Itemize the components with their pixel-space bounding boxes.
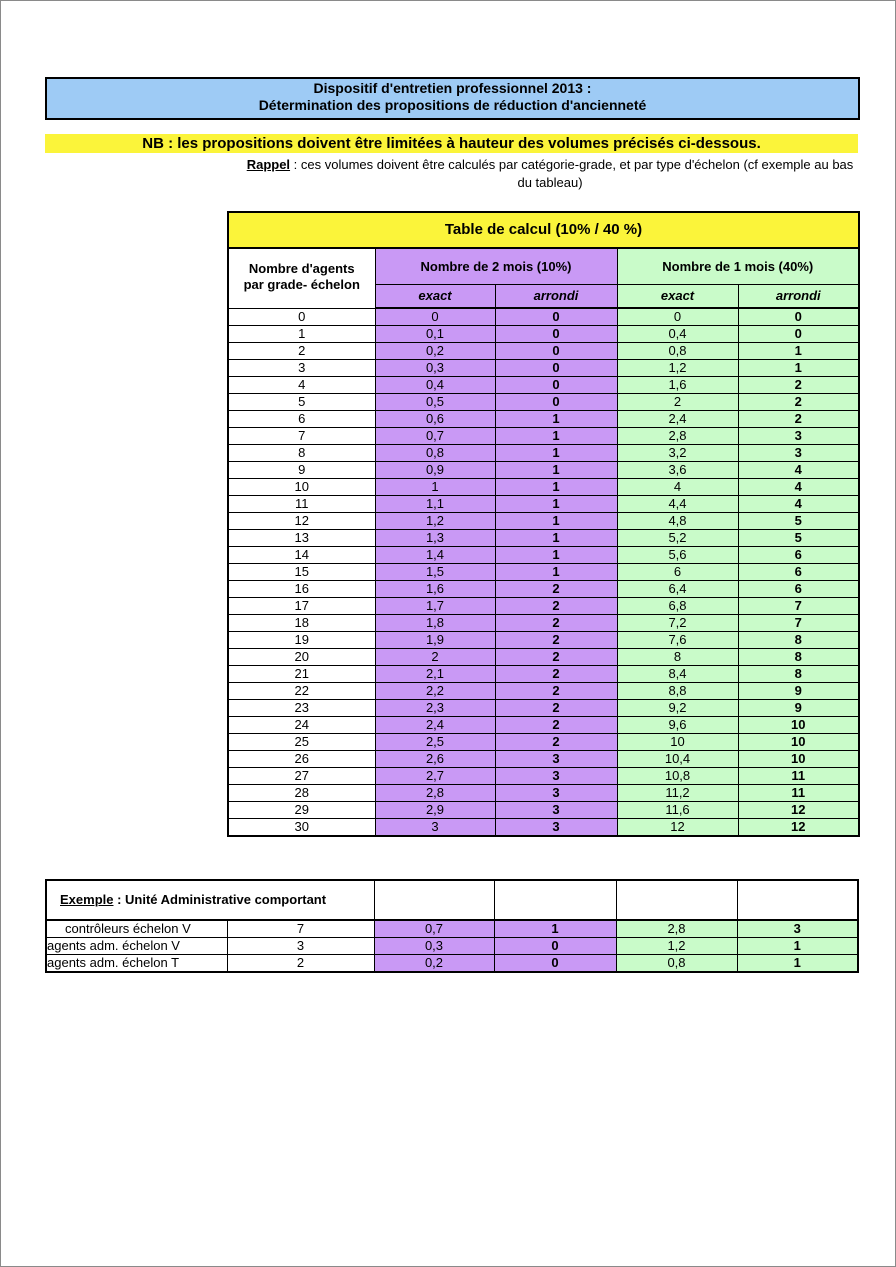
table-row	[228, 700, 859, 717]
one-month-arrondi-cell: 2	[738, 394, 859, 411]
agents-count-cell: 6	[228, 411, 375, 428]
example-one-month-arrondi-cell: 3	[737, 920, 858, 938]
table-row	[228, 683, 859, 700]
example-table	[45, 879, 859, 973]
table-row	[228, 598, 859, 615]
two-months-exact-cell: 2,2	[375, 683, 495, 700]
example-one-month-arrondi-cell: 1	[737, 938, 858, 955]
two-months-header: Nombre de 2 mois (10%)	[375, 248, 617, 285]
one-month-exact-cell: 6	[617, 564, 738, 581]
two-months-arrondi-cell: 1	[495, 445, 617, 462]
one-month-arrondi-cell: 7	[738, 615, 859, 632]
one-month-exact-cell: 10	[617, 734, 738, 751]
table-row	[228, 326, 859, 343]
two-months-arrondi-cell: 0	[495, 377, 617, 394]
two-months-exact-cell: 2,6	[375, 751, 495, 768]
table-row	[228, 462, 859, 479]
one-month-exact-cell: 1,6	[617, 377, 738, 394]
sub-header-arrondi: arrondi	[738, 285, 859, 309]
one-month-arrondi-cell: 10	[738, 751, 859, 768]
table-row	[228, 615, 859, 632]
one-month-arrondi-cell: 4	[738, 479, 859, 496]
table-row	[228, 343, 859, 360]
agents-count-cell: 23	[228, 700, 375, 717]
agents-count-cell: 26	[228, 751, 375, 768]
two-months-exact-cell: 1,7	[375, 598, 495, 615]
example-one-month-exact-cell: 0,8	[616, 955, 737, 973]
example-two-months-exact-cell: 0,3	[374, 938, 494, 955]
one-month-arrondi-cell: 2	[738, 411, 859, 428]
one-month-exact-cell: 9,6	[617, 717, 738, 734]
title-line-1: Dispositif d'entretien professionnel 2013 :	[313, 80, 592, 96]
agents-count-cell: 30	[228, 819, 375, 837]
table-row	[228, 360, 859, 377]
one-month-arrondi-cell: 1	[738, 343, 859, 360]
agents-count-cell: 20	[228, 649, 375, 666]
one-month-exact-cell: 10,8	[617, 768, 738, 785]
two-months-exact-cell: 2,3	[375, 700, 495, 717]
one-month-exact-cell: 4,8	[617, 513, 738, 530]
one-month-exact-cell: 1,2	[617, 360, 738, 377]
one-month-exact-cell: 5,6	[617, 547, 738, 564]
table-row	[228, 428, 859, 445]
two-months-arrondi-cell: 3	[495, 751, 617, 768]
two-months-arrondi-cell: 1	[495, 547, 617, 564]
example-row	[46, 955, 858, 973]
two-months-exact-cell: 2,8	[375, 785, 495, 802]
table-row	[228, 547, 859, 564]
two-months-exact-cell: 0,8	[375, 445, 495, 462]
two-months-arrondi-cell: 1	[495, 496, 617, 513]
agents-count-cell: 0	[228, 308, 375, 326]
example-two-months-arrondi-cell: 0	[494, 938, 616, 955]
agents-count-cell: 8	[228, 445, 375, 462]
two-months-arrondi-cell: 3	[495, 785, 617, 802]
one-month-exact-cell: 8,4	[617, 666, 738, 683]
two-months-arrondi-cell: 1	[495, 462, 617, 479]
example-two-months-exact-cell: 0,2	[374, 955, 494, 973]
two-months-arrondi-cell: 1	[495, 411, 617, 428]
one-month-exact-cell: 9,2	[617, 700, 738, 717]
example-label-cell: contrôleurs échelon V	[46, 920, 227, 938]
one-month-arrondi-cell: 11	[738, 768, 859, 785]
two-months-exact-cell: 2,7	[375, 768, 495, 785]
example-row	[46, 920, 858, 938]
agents-count-cell: 9	[228, 462, 375, 479]
one-month-exact-cell: 8	[617, 649, 738, 666]
one-month-arrondi-cell: 6	[738, 581, 859, 598]
one-month-exact-cell: 8,8	[617, 683, 738, 700]
two-months-arrondi-cell: 2	[495, 615, 617, 632]
one-month-arrondi-cell: 9	[738, 683, 859, 700]
two-months-exact-cell: 0,4	[375, 377, 495, 394]
table-row	[228, 751, 859, 768]
agents-count-cell: 25	[228, 734, 375, 751]
one-month-exact-cell: 7,6	[617, 632, 738, 649]
one-month-header: Nombre de 1 mois (40%)	[617, 248, 859, 285]
two-months-arrondi-cell: 2	[495, 683, 617, 700]
two-months-exact-cell: 1,1	[375, 496, 495, 513]
agents-header-line-1: Nombre d'agents	[248, 261, 355, 276]
two-months-exact-cell: 2,9	[375, 802, 495, 819]
one-month-arrondi-cell: 10	[738, 717, 859, 734]
two-months-exact-cell: 1,9	[375, 632, 495, 649]
example-title-rest: : Unité Administrative comportant	[113, 892, 327, 907]
example-two-months-arrondi-cell: 1	[494, 920, 616, 938]
one-month-arrondi-cell: 4	[738, 462, 859, 479]
agents-count-cell: 4	[228, 377, 375, 394]
calc-table-title: Table de calcul (10% / 40 %)	[228, 212, 859, 248]
one-month-arrondi-cell: 11	[738, 785, 859, 802]
agents-count-cell: 29	[228, 802, 375, 819]
one-month-exact-cell: 4,4	[617, 496, 738, 513]
two-months-arrondi-cell: 1	[495, 479, 617, 496]
table-row	[228, 411, 859, 428]
two-months-exact-cell: 0,2	[375, 343, 495, 360]
two-months-arrondi-cell: 2	[495, 649, 617, 666]
one-month-exact-cell: 3,6	[617, 462, 738, 479]
example-row	[46, 938, 858, 955]
two-months-arrondi-cell: 0	[495, 343, 617, 360]
one-month-exact-cell: 5,2	[617, 530, 738, 547]
two-months-arrondi-cell: 2	[495, 734, 617, 751]
example-one-month-exact-cell: 2,8	[616, 920, 737, 938]
one-month-exact-cell: 10,4	[617, 751, 738, 768]
one-month-exact-cell: 11,6	[617, 802, 738, 819]
table-row	[228, 768, 859, 785]
table-row	[228, 802, 859, 819]
one-month-exact-cell: 0	[617, 308, 738, 326]
two-months-exact-cell: 1,5	[375, 564, 495, 581]
two-months-arrondi-cell: 2	[495, 632, 617, 649]
one-month-exact-cell: 2,8	[617, 428, 738, 445]
one-month-arrondi-cell: 12	[738, 802, 859, 819]
one-month-exact-cell: 6,8	[617, 598, 738, 615]
example-count-cell: 2	[227, 955, 374, 973]
table-row	[228, 308, 859, 326]
two-months-arrondi-cell: 0	[495, 394, 617, 411]
table-row	[228, 717, 859, 734]
two-months-exact-cell: 2,4	[375, 717, 495, 734]
one-month-exact-cell: 6,4	[617, 581, 738, 598]
example-one-month-exact-cell: 1,2	[616, 938, 737, 955]
table-row	[228, 496, 859, 513]
agents-count-cell: 1	[228, 326, 375, 343]
one-month-exact-cell: 2,4	[617, 411, 738, 428]
one-month-arrondi-cell: 2	[738, 377, 859, 394]
table-row	[228, 819, 859, 837]
one-month-arrondi-cell: 6	[738, 564, 859, 581]
agents-count-cell: 16	[228, 581, 375, 598]
two-months-exact-cell: 1	[375, 479, 495, 496]
agents-count-cell: 10	[228, 479, 375, 496]
two-months-arrondi-cell: 2	[495, 666, 617, 683]
example-title-underlined: Exemple	[60, 892, 114, 907]
empty-cell	[374, 880, 494, 920]
one-month-arrondi-cell: 12	[738, 819, 859, 837]
agents-count-cell: 11	[228, 496, 375, 513]
one-month-exact-cell: 0,4	[617, 326, 738, 343]
one-month-exact-cell: 12	[617, 819, 738, 837]
example-two-months-exact-cell: 0,7	[374, 920, 494, 938]
one-month-arrondi-cell: 0	[738, 308, 859, 326]
table-row	[228, 666, 859, 683]
table-row	[228, 649, 859, 666]
agents-count-cell: 13	[228, 530, 375, 547]
table-row	[228, 530, 859, 547]
two-months-exact-cell: 1,3	[375, 530, 495, 547]
two-months-exact-cell: 3	[375, 819, 495, 837]
two-months-arrondi-cell: 0	[495, 308, 617, 326]
agents-count-cell: 3	[228, 360, 375, 377]
table-row	[228, 785, 859, 802]
table-row	[228, 445, 859, 462]
document-title	[45, 77, 860, 120]
agents-column-header	[228, 248, 375, 308]
agents-count-cell: 18	[228, 615, 375, 632]
title-line-2: Détermination des propositions de réduction d'ancienneté	[258, 97, 647, 113]
two-months-arrondi-cell: 1	[495, 513, 617, 530]
one-month-arrondi-cell: 6	[738, 547, 859, 564]
agents-count-cell: 19	[228, 632, 375, 649]
sub-header-exact: exact	[375, 285, 495, 309]
two-months-arrondi-cell: 1	[495, 428, 617, 445]
example-count-cell: 3	[227, 938, 374, 955]
one-month-exact-cell: 0,8	[617, 343, 738, 360]
sub-header-arrondi: arrondi	[495, 285, 617, 309]
one-month-arrondi-cell: 8	[738, 649, 859, 666]
empty-cell	[737, 880, 858, 920]
table-row	[228, 734, 859, 751]
agents-count-cell: 5	[228, 394, 375, 411]
agents-count-cell: 24	[228, 717, 375, 734]
one-month-exact-cell: 7,2	[617, 615, 738, 632]
two-months-arrondi-cell: 3	[495, 802, 617, 819]
example-title	[46, 880, 374, 920]
two-months-exact-cell: 0,1	[375, 326, 495, 343]
example-label-cell: agents adm. échelon T	[46, 955, 227, 973]
rappel-text: : ces volumes doivent être calculés par catégorie-grade, et par type d'échelon (cf exemple au bas du tableau)	[290, 157, 854, 190]
table-row	[228, 581, 859, 598]
one-month-arrondi-cell: 4	[738, 496, 859, 513]
empty-cell	[494, 880, 616, 920]
two-months-arrondi-cell: 3	[495, 768, 617, 785]
two-months-exact-cell: 0,6	[375, 411, 495, 428]
agents-count-cell: 2	[228, 343, 375, 360]
two-months-exact-cell: 0,5	[375, 394, 495, 411]
two-months-exact-cell: 1,8	[375, 615, 495, 632]
one-month-arrondi-cell: 8	[738, 632, 859, 649]
two-months-exact-cell: 0,3	[375, 360, 495, 377]
agents-count-cell: 15	[228, 564, 375, 581]
one-month-arrondi-cell: 5	[738, 530, 859, 547]
empty-cell	[616, 880, 737, 920]
one-month-arrondi-cell: 3	[738, 428, 859, 445]
table-row	[228, 377, 859, 394]
table-row	[228, 564, 859, 581]
two-months-exact-cell: 1,2	[375, 513, 495, 530]
nb-notice: NB : les propositions doivent être limitées à hauteur des volumes précisés ci-dessous.	[45, 134, 858, 153]
two-months-arrondi-cell: 1	[495, 564, 617, 581]
table-row	[228, 632, 859, 649]
two-months-arrondi-cell: 0	[495, 360, 617, 377]
two-months-exact-cell: 0,7	[375, 428, 495, 445]
one-month-exact-cell: 3,2	[617, 445, 738, 462]
one-month-arrondi-cell: 3	[738, 445, 859, 462]
one-month-exact-cell: 11,2	[617, 785, 738, 802]
agents-count-cell: 27	[228, 768, 375, 785]
two-months-exact-cell: 2,1	[375, 666, 495, 683]
one-month-arrondi-cell: 1	[738, 360, 859, 377]
agents-count-cell: 22	[228, 683, 375, 700]
one-month-arrondi-cell: 9	[738, 700, 859, 717]
example-one-month-arrondi-cell: 1	[737, 955, 858, 973]
calculation-table	[227, 211, 860, 837]
example-label-cell: agents adm. échelon V	[46, 938, 227, 955]
one-month-arrondi-cell: 0	[738, 326, 859, 343]
one-month-exact-cell: 2	[617, 394, 738, 411]
agents-count-cell: 28	[228, 785, 375, 802]
two-months-arrondi-cell: 2	[495, 717, 617, 734]
agents-count-cell: 14	[228, 547, 375, 564]
rappel-note	[240, 156, 860, 192]
table-row	[228, 479, 859, 496]
rappel-label: Rappel	[246, 157, 291, 172]
two-months-arrondi-cell: 2	[495, 598, 617, 615]
agents-count-cell: 21	[228, 666, 375, 683]
two-months-arrondi-cell: 3	[495, 819, 617, 837]
table-row	[228, 513, 859, 530]
sub-header-exact: exact	[617, 285, 738, 309]
two-months-arrondi-cell: 1	[495, 530, 617, 547]
two-months-exact-cell: 0	[375, 308, 495, 326]
two-months-exact-cell: 0,9	[375, 462, 495, 479]
two-months-exact-cell: 2,5	[375, 734, 495, 751]
one-month-arrondi-cell: 5	[738, 513, 859, 530]
two-months-arrondi-cell: 2	[495, 581, 617, 598]
one-month-exact-cell: 4	[617, 479, 738, 496]
agents-count-cell: 7	[228, 428, 375, 445]
two-months-arrondi-cell: 2	[495, 700, 617, 717]
example-two-months-arrondi-cell: 0	[494, 955, 616, 973]
two-months-exact-cell: 1,6	[375, 581, 495, 598]
one-month-arrondi-cell: 10	[738, 734, 859, 751]
table-row	[228, 394, 859, 411]
one-month-arrondi-cell: 7	[738, 598, 859, 615]
example-count-cell: 7	[227, 920, 374, 938]
agents-count-cell: 17	[228, 598, 375, 615]
two-months-exact-cell: 2	[375, 649, 495, 666]
agents-header-line-2: par grade- échelon	[243, 277, 360, 292]
two-months-arrondi-cell: 0	[495, 326, 617, 343]
agents-count-cell: 12	[228, 513, 375, 530]
two-months-exact-cell: 1,4	[375, 547, 495, 564]
one-month-arrondi-cell: 8	[738, 666, 859, 683]
